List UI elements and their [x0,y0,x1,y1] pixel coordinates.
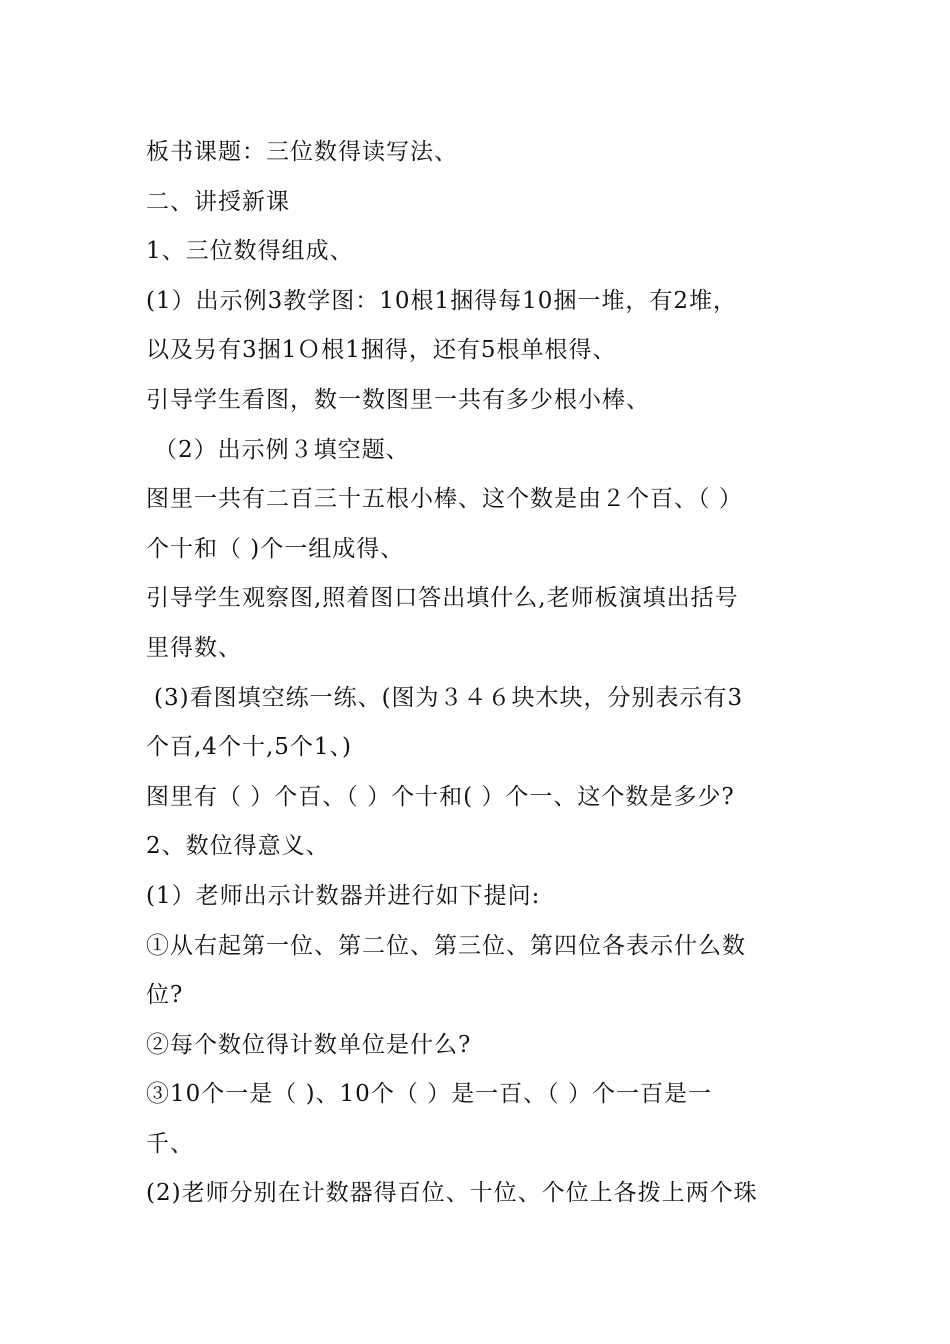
text-line-fill-blank-question: 图里一共有二百三十五根小棒、这个数是由２个百、（ ） [146,486,743,513]
document-body [146,128,826,1219]
text-line-section-heading: 二、讲授新课 [146,188,290,215]
text-line-guide-observe-cont: 里得数、 [146,634,242,661]
text-line-question-1-cont: 位? [146,982,184,1009]
text-line-subheading-composition: 1、三位数得组成、 [146,238,354,265]
text-line-counter-beads: (2)老师分别在计数器得百位、十位、个位上各拨上两个珠 [146,1180,758,1207]
text-line-guide-observe: 引导学生观察图,照着图口答出填什么,老师板演填出括号 [146,585,739,612]
text-line-practice-cont: 个百,4个十,5个1、) [146,734,352,761]
text-line-guide-count: 引导学生看图，数一数图里一共有多少根小棒、 [146,386,650,413]
text-line-question-3: ③10个一是（ )、10个（ ）是一百、（ ）个一百是一 [146,1081,712,1108]
text-line-fill-blank-heading: （2）出示例３填空题、 [154,436,410,463]
text-line-question-2: ②每个数位得计数单位是什么? [146,1031,472,1058]
text-line-example-3-cont: 以及另有3捆1Ｏ根1捆得，还有5根单根得、 [146,337,617,364]
text-line-subheading-place-value: 2、数位得意义、 [146,833,330,860]
text-line-fill-blank-question-cont: 个十和（ )个一组成得、 [146,535,405,562]
text-line-example-3: (1）出示例3教学图：10根1捆得每10捆一堆，有2堆， [146,287,738,314]
text-line-lesson-title: 板书课题：三位数得读写法、 [146,139,458,165]
text-line-practice: (3)看图填空练一练、(图为３４６块木块，分别表示有3 [154,684,744,711]
text-line-question-3-cont: 千、 [146,1130,194,1157]
text-line-counter-intro: (1）老师出示计数器并进行如下提问: [146,882,541,909]
text-line-practice-question: 图里有（ ）个百、（ ）个十和( ）个一、这个数是多少? [146,783,735,810]
text-line-question-1: ①从右起第一位、第二位、第三位、第四位各表示什么数 [146,932,746,959]
